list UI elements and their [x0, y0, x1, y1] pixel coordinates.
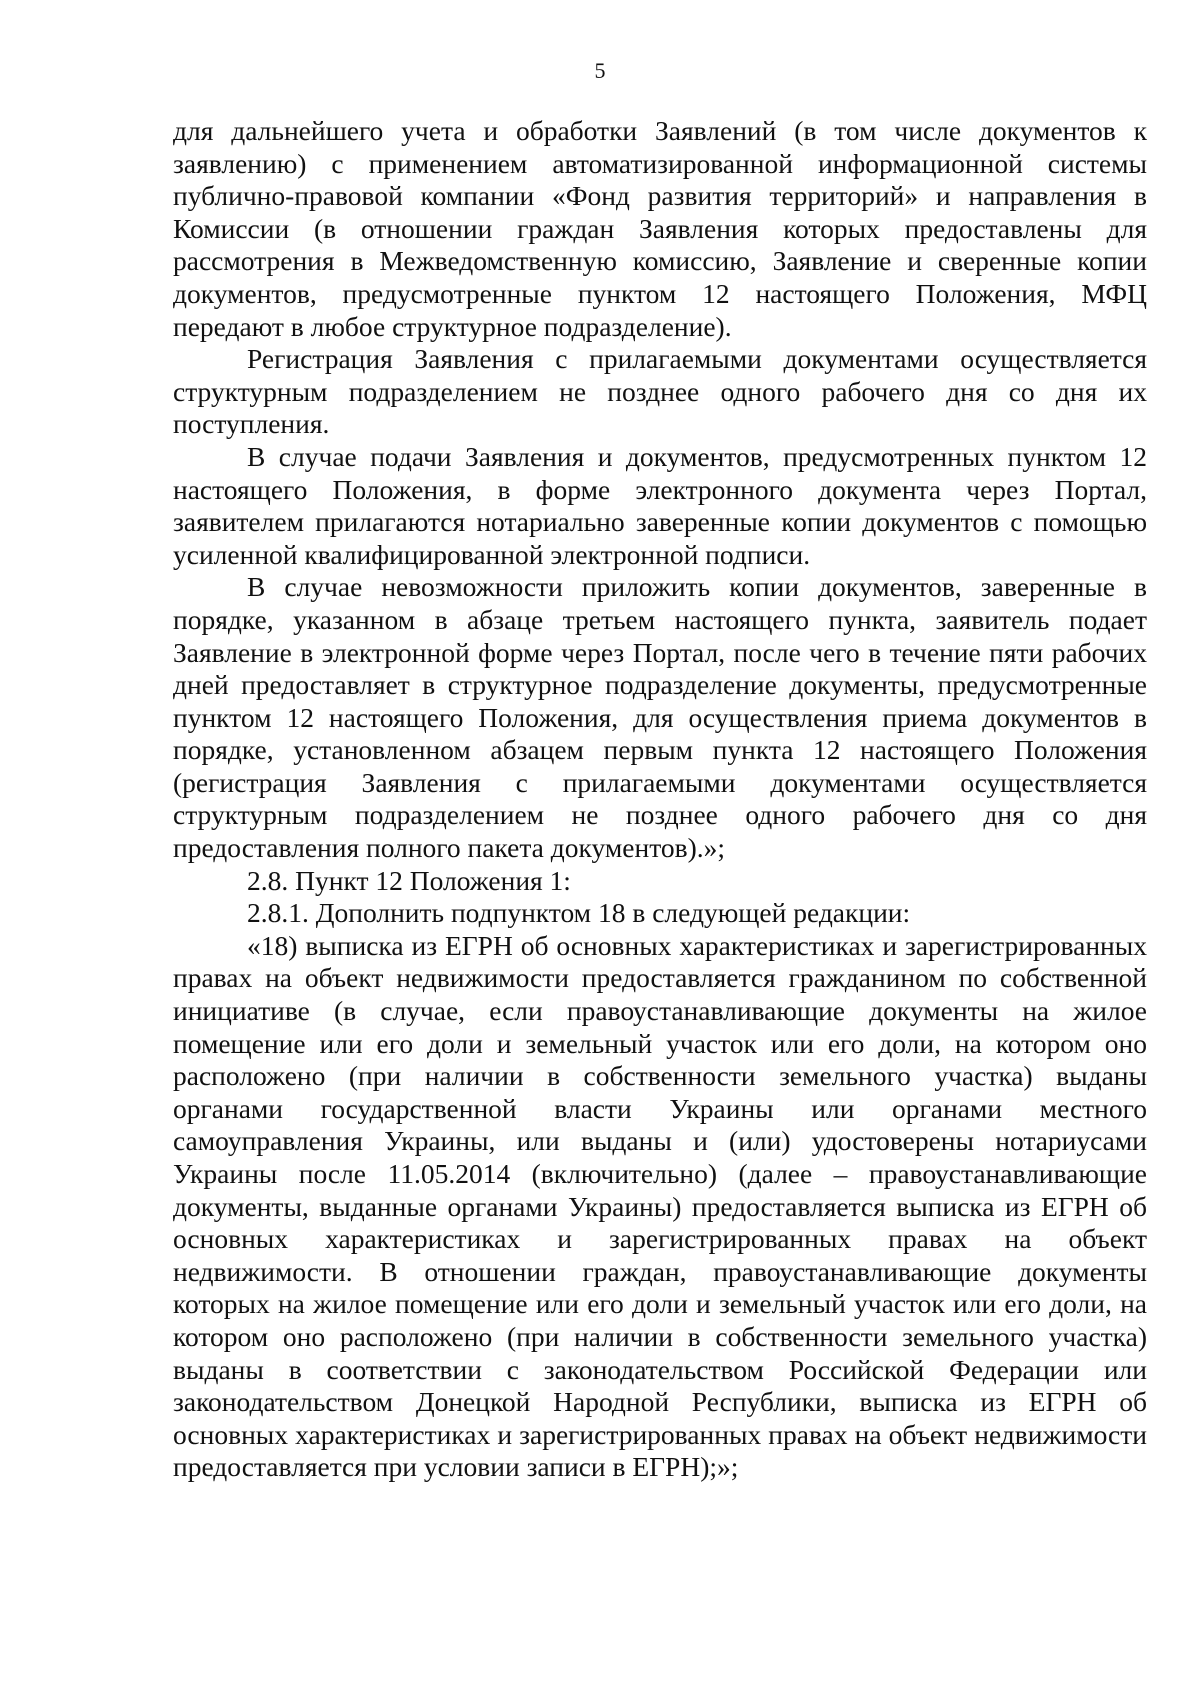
- paragraph-1: для дальнейшего учета и обработки Заявлений (в том числе документов к заявлению) с применением автоматизированной информационной системы публично-правовой компании «Фонд развития территорий» и направления в Комиссии (в отношении граждан Заявления которых предоставлены для рассмотрения в Межведомственную комиссию, Заявление и сверенные копии документов, предусмотренные пунктом 12 настоящего Положения, МФЦ передают в любое структурное подразделение).: [173, 115, 1147, 342]
- paragraph-3: В случае подачи Заявления и документов, предусмотренных пунктом 12 настоящего Положения, в форме электронного документа через Портал, заявителем прилагаются нотариально заверенные копии документов с помощью усиленной квалифицированной электронной подписи.: [173, 440, 1147, 570]
- document-body: [173, 115, 1147, 1484]
- paragraph-5: 2.8. Пункт 12 Положения 1:: [247, 864, 571, 896]
- paragraph-7: «18) выписка из ЕГРН об основных характеристиках и зарегистрированных правах на объект недвижимости предоставляется гражданином по собственной инициативе (в случае, если правоустанавливающие документы на жилое помещение или его доли и земельный участок или его доли, на котором оно расположено (при наличии в собственности земельного участка) выданы органами государственной власти Украины или органами местного самоуправления Украины, или выданы и (или) удостоверены нотариусами Украины после 11.05.2014 (включительно) (далее – правоустанавливающие документы, выданные органами Украины) предоставляется выписка из ЕГРН об основных характеристиках и зарегистрированных правах на объект недвижимости. В отношении граждан, правоустанавливающие документы которых на жилое помещение или его доли и земельный участок или его доли, на котором оно расположено (при наличии в собственности земельного участка) выданы в соответствии с законодательством Российской Федерации или законодательством Донецкой Народной Республики, выписка из ЕГРН об основных характеристиках и зарегистрированных правах на объект недвижимости предоставляется при условии записи в ЕГРН);»;: [173, 929, 1147, 1483]
- paragraph-6: 2.8.1. Дополнить подпунктом 18 в следующей редакции:: [247, 897, 911, 929]
- paragraph-4: В случае невозможности приложить копии документов, заверенные в порядке, указанном в абзаце третьем настоящего пункта, заявитель подает Заявление в электронной форме через Портал, после чего в течение пяти рабочих дней предоставляет в структурное подразделение документы, предусмотренные пунктом 12 настоящего Положения, для осуществления приема документов в порядке, установленном абзацем первым пункта 12 настоящего Положения (регистрация Заявления с прилагаемыми документами осуществляется структурным подразделением не позднее одного рабочего дня со дня предоставления полного пакета документов).»;: [173, 571, 1147, 864]
- page-number: 5: [594, 58, 606, 83]
- paragraph-2: Регистрация Заявления с прилагаемыми документами осуществляется структурным подразделением не позднее одного рабочего дня со дня их поступления.: [173, 343, 1147, 440]
